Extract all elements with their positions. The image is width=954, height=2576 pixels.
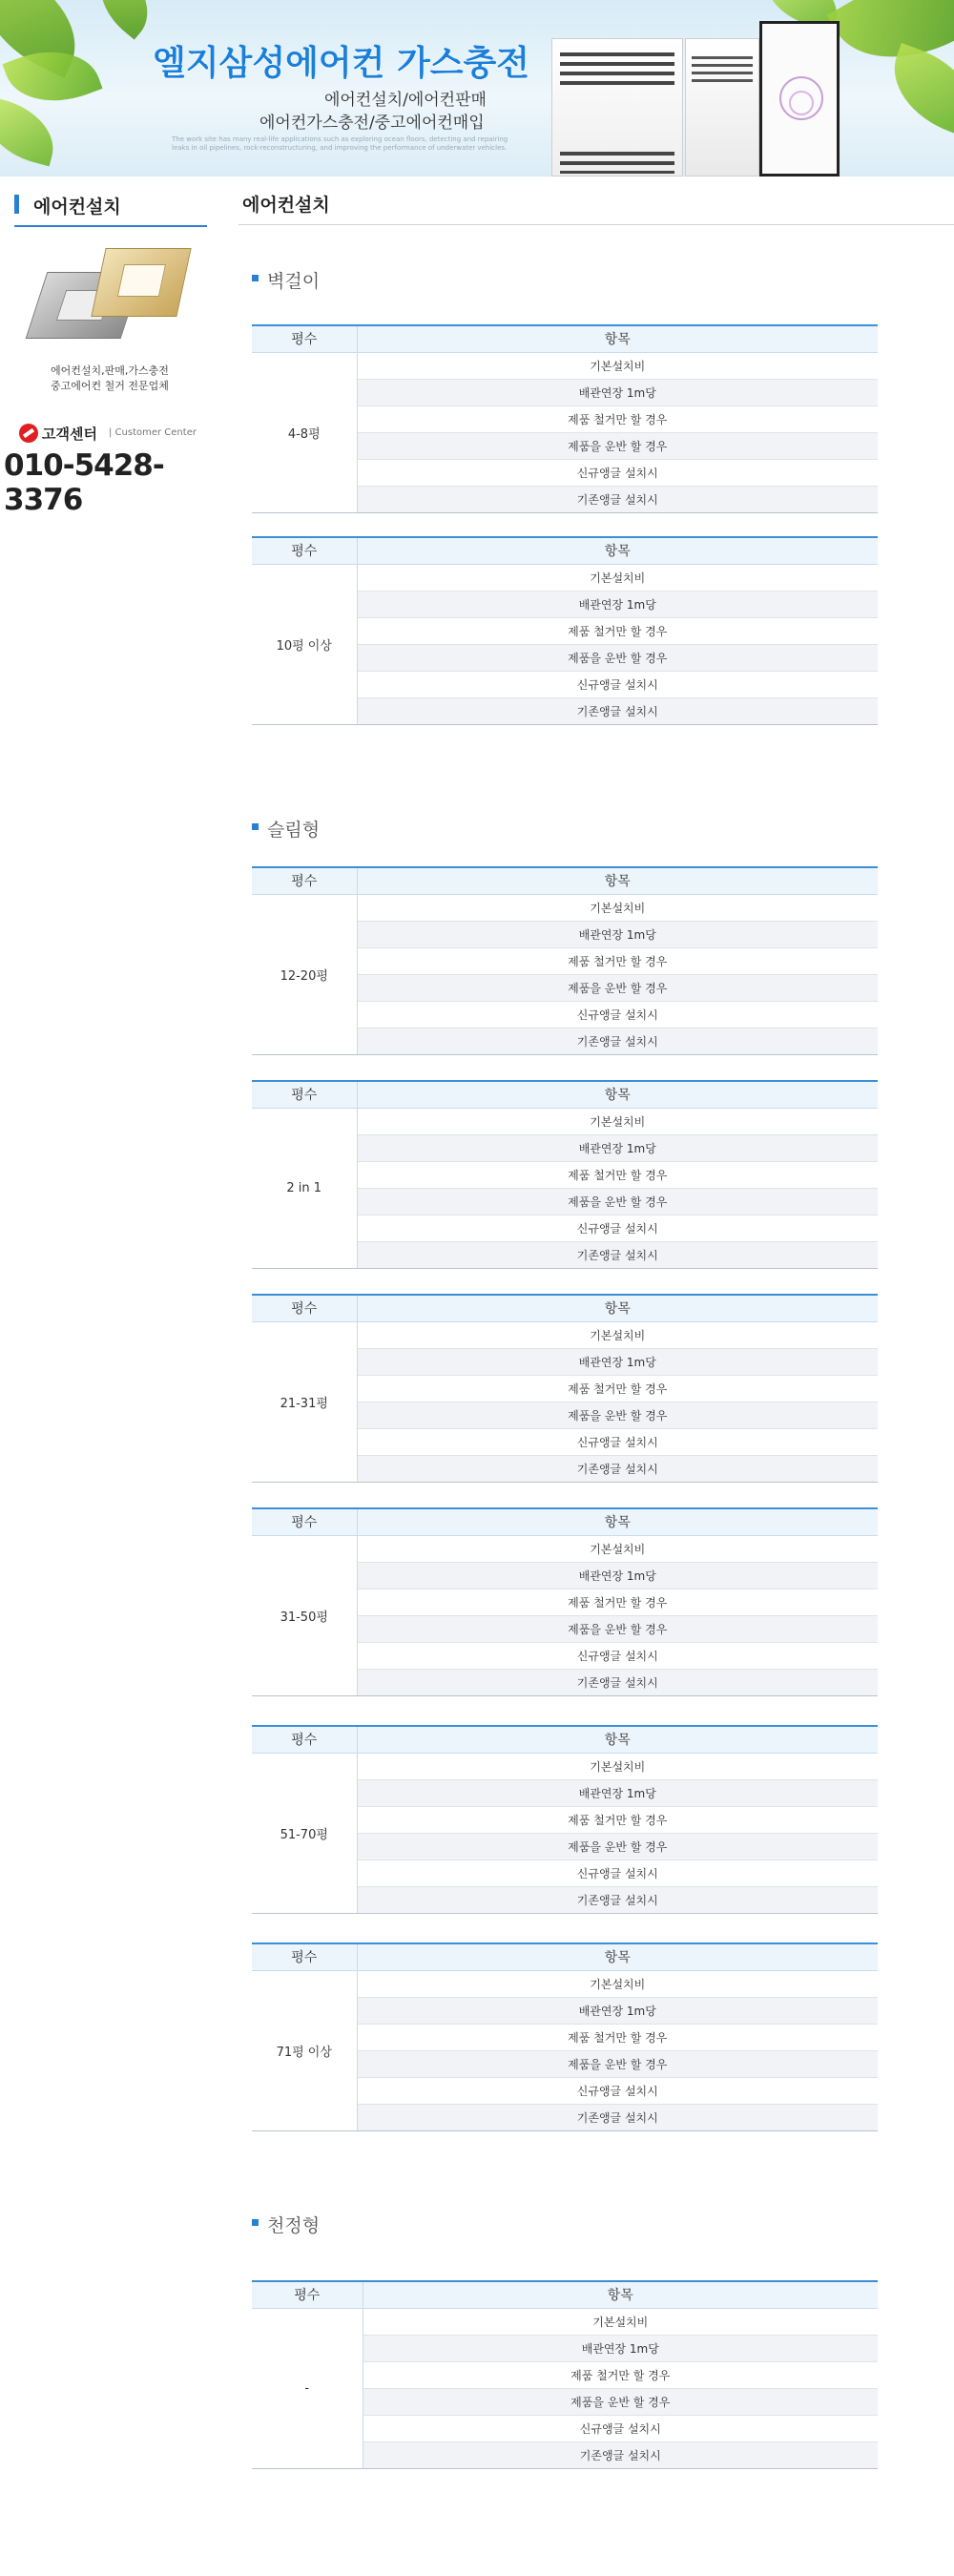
item-cell: 신규앵글 설치시 [357,671,878,697]
stand-ac-image [685,38,759,177]
table-row [252,1321,878,1348]
banner-subtitle-2: 에어컨가스충전/중고에어컨매입 [259,114,485,133]
customer-center-label: 고객센터 [42,426,97,443]
item-cell: 배관연장 1m당 [357,379,878,405]
item-cell: 신규앵글 설치시 [357,2077,878,2104]
title-divider [238,224,954,225]
header-banner [0,0,954,177]
banner-title: 엘지삼성에어컨 가스충전 [153,44,530,83]
bullet-icon [252,275,259,281]
header-size: 평수 [252,537,357,564]
item-cell: 제품 철거만 할 경우 [357,1375,878,1402]
item-cell: 기본설치비 [357,1108,878,1134]
item-cell: 신규앵글 설치시 [357,1215,878,1241]
price-table [252,536,878,725]
header-size: 평수 [252,867,357,894]
item-cell: 제품을 운반 할 경우 [357,974,878,1001]
item-cell: 제품 철거만 할 경우 [357,1806,878,1833]
size-cell: 21-31평 [252,1321,357,1482]
price-table [252,1942,878,2131]
header-item: 항목 [357,1943,878,1970]
page-title: 에어컨설치 [242,195,330,216]
price-table [252,1725,878,1914]
item-cell: 제품 철거만 할 경우 [357,1161,878,1188]
price-table [252,1294,878,1483]
cassette-products-image [27,243,189,348]
leaf-decoration [0,96,63,167]
header-size: 평수 [252,1943,357,1970]
item-cell: 배관연장 1m당 [357,591,878,617]
table-row [252,1108,878,1134]
item-cell: 제품을 운반 할 경우 [357,2050,878,2077]
item-cell: 기존앵글 설치시 [357,1455,878,1482]
price-table [252,2280,878,2469]
item-cell: 배관연장 1m당 [357,1562,878,1589]
item-cell: 신규앵글 설치시 [363,2415,878,2441]
item-cell: 배관연장 1m당 [357,921,878,947]
bullet-icon [252,2219,259,2226]
item-cell: 배관연장 1m당 [357,1134,878,1161]
item-cell: 제품을 운반 할 경우 [357,1188,878,1215]
table-header-row [252,1726,878,1753]
sidebar-description-2: 중고에어컨 철거 전문업체 [51,380,169,392]
header-size: 평수 [252,1081,357,1108]
table-header-row [252,867,878,894]
header-item: 항목 [357,867,878,894]
item-cell: 제품을 운반 할 경우 [357,1833,878,1859]
item-cell: 기본설치비 [357,352,878,379]
item-cell: 제품을 운반 할 경우 [357,1402,878,1428]
cassette-ac-image [551,38,683,177]
table-header-row [252,1943,878,1970]
header-item: 항목 [357,325,878,352]
size-cell: - [252,2308,363,2468]
item-cell: 제품을 운반 할 경우 [357,1615,878,1642]
header-size: 평수 [252,1295,357,1321]
item-cell: 제품 철거만 할 경우 [363,2361,878,2388]
section-heading-label: 슬림형 [267,820,321,841]
size-cell: 12-20평 [252,894,357,1054]
item-cell: 제품을 운반 할 경우 [363,2388,878,2415]
price-table [252,324,878,513]
item-cell: 기존앵글 설치시 [357,1241,878,1268]
banner-subtitle-1: 에어컨설치/에어컨판매 [324,91,487,110]
table-header-row [252,1508,878,1535]
table-header-row [252,325,878,352]
table-row [252,352,878,379]
price-table [252,1080,878,1269]
item-cell: 기존앵글 설치시 [357,1886,878,1913]
item-cell: 신규앵글 설치시 [357,459,878,486]
section-heading-label: 벽걸이 [267,271,321,292]
table-row [252,2308,878,2335]
table-row [252,1753,878,1779]
item-cell: 제품 철거만 할 경우 [357,947,878,974]
header-item: 항목 [363,2281,878,2308]
table-header-row [252,537,878,564]
item-cell: 기존앵글 설치시 [357,1028,878,1054]
item-cell: 제품 철거만 할 경우 [357,617,878,644]
customer-center-en: | Customer Center [109,427,197,438]
header-size: 평수 [252,1508,357,1535]
item-cell: 배관연장 1m당 [357,1348,878,1375]
item-cell: 제품을 운반 할 경우 [357,644,878,671]
header-item: 항목 [357,1726,878,1753]
table-row [252,564,878,591]
table-row [252,1535,878,1562]
table-row [252,894,878,921]
item-cell: 기본설치비 [357,1321,878,1348]
item-cell: 신규앵글 설치시 [357,1642,878,1669]
table-header-row [252,2281,878,2308]
sidebar-title: 에어컨설치 [14,191,207,227]
tower-ac-image [759,21,840,177]
item-cell: 배관연장 1m당 [363,2335,878,2361]
price-table [252,866,878,1055]
item-cell: 기본설치비 [357,894,878,921]
item-cell: 배관연장 1m당 [357,1779,878,1806]
sidebar-description-1: 에어컨설치,판매,가스충전 [51,364,169,377]
banner-fine-print: The work site has many real-life applications such as exploring ocean floors, detecting and repairing leaks in oil pipelines, rock-reconstructuring, and improving the performance of underwater vehicles. [172,135,508,152]
item-cell: 신규앵글 설치시 [357,1859,878,1886]
item-cell: 신규앵글 설치시 [357,1001,878,1028]
header-size: 평수 [252,1726,357,1753]
item-cell: 제품 철거만 할 경우 [357,1589,878,1615]
header-item: 항목 [357,1508,878,1535]
leaf-decoration [879,43,954,138]
header-size: 평수 [252,325,357,352]
item-cell: 제품 철거만 할 경우 [357,2024,878,2050]
item-cell: 기본설치비 [357,1753,878,1779]
size-cell: 10평 이상 [252,564,357,724]
phone-number[interactable]: 010-5428-3376 [4,448,164,517]
item-cell: 제품을 운반 할 경우 [357,432,878,459]
section-heading-label: 천정형 [267,2215,321,2236]
price-table [252,1507,878,1696]
size-cell: 4-8평 [252,352,357,512]
header-size: 평수 [252,2281,363,2308]
item-cell: 기본설치비 [357,564,878,591]
header-item: 항목 [357,1295,878,1321]
table-row [252,1970,878,1997]
item-cell: 기존앵글 설치시 [363,2441,878,2468]
item-cell: 신규앵글 설치시 [357,1428,878,1455]
item-cell: 기존앵글 설치시 [357,486,878,512]
header-item: 항목 [357,537,878,564]
item-cell: 제품 철거만 할 경우 [357,405,878,432]
size-cell: 71평 이상 [252,1970,357,2130]
customer-center [19,423,219,444]
bullet-icon [252,823,259,830]
item-cell: 배관연장 1m당 [357,1997,878,2024]
table-header-row [252,1295,878,1321]
item-cell: 기존앵글 설치시 [357,1669,878,1695]
item-cell: 기존앵글 설치시 [357,697,878,724]
size-cell: 2 in 1 [252,1108,357,1268]
table-header-row [252,1081,878,1108]
item-cell: 기본설치비 [357,1970,878,1997]
phone-icon [19,424,38,443]
item-cell: 기존앵글 설치시 [357,2104,878,2130]
leaf-decoration [83,0,165,40]
item-cell: 기본설치비 [357,1535,878,1562]
size-cell: 31-50평 [252,1535,357,1695]
size-cell: 51-70평 [252,1753,357,1913]
item-cell: 기본설치비 [363,2308,878,2335]
header-item: 항목 [357,1081,878,1108]
